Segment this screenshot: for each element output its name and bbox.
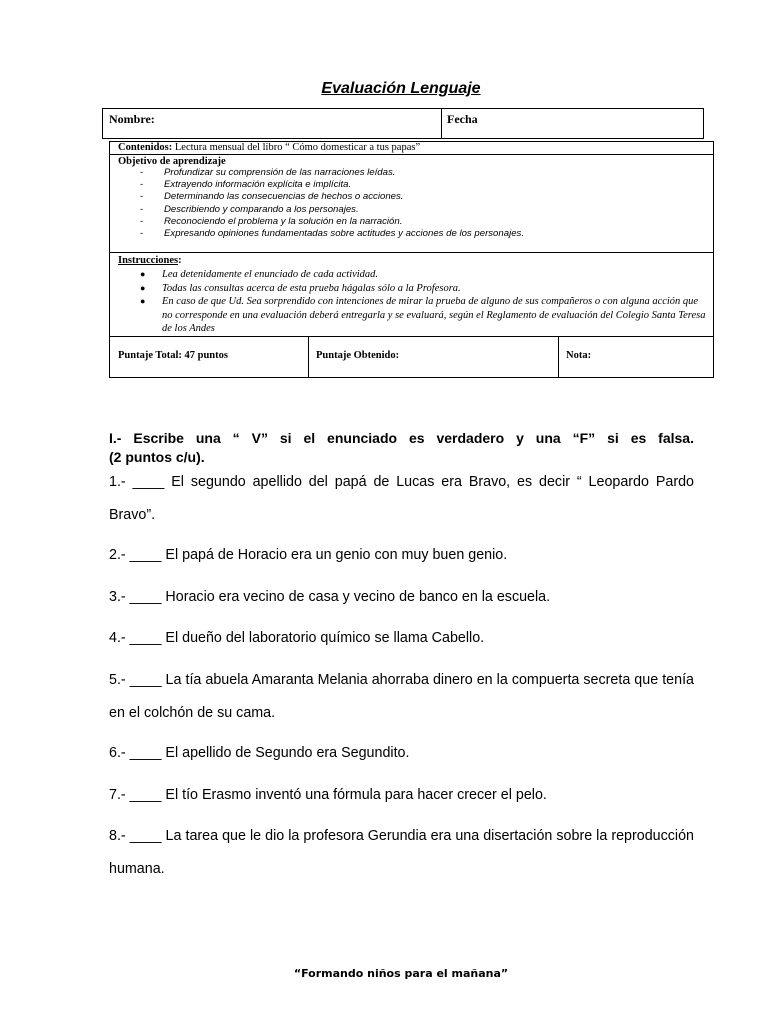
puntaje-obtenido: Puntaje Obtenido: xyxy=(316,350,400,361)
question-item: 7.- ____ El tío Erasmo inventó una fórmula para hacer crecer el pelo. xyxy=(109,787,547,803)
list-item: - Determinando las consecuencias de hechos o acciones. xyxy=(140,191,404,203)
contenidos-text: Lectura mensual del libro “ Cómo domesticar a tus papas” xyxy=(174,142,421,153)
question-item: 5.- ____ La tía abuela Amaranta Melania ahorraba dinero en la compuerta secreta que tenía en el colchón de su cama. xyxy=(109,672,694,721)
objetivo-heading: Objetivo de aprendizaje xyxy=(118,156,226,167)
contenidos-row xyxy=(118,142,420,153)
table-divider xyxy=(110,252,713,253)
section-heading: I.- Escribe una “ V” si el enunciado es verdadero y una “F” si es falsa. xyxy=(109,430,694,446)
score-divider xyxy=(308,336,309,377)
list-item: ● Lea detenidamente el enunciado de cada actividad. xyxy=(140,269,379,280)
instrucciones-heading: Instrucciones: xyxy=(118,255,182,266)
objetivo-list xyxy=(140,167,524,240)
list-item: ● Todas las consultas acerca de esta prueba hágalas sólo a la Profesora. xyxy=(140,282,461,294)
question-item: 4.- ____ El dueño del laboratorio químico se llama Cabello. xyxy=(109,630,485,646)
name-box-divider xyxy=(441,109,442,138)
list-item: ● En caso de que Ud. Sea sorprendido con intenciones de mirar la prueba de alguno de sus compañeros o con alguna acción que no corresponde en una evaluación deberá entregarla y se evaluará, según el Reglamento de evaluación del Colegio Santa Teresa de los Andes xyxy=(140,296,706,334)
instrucciones-list xyxy=(136,268,706,336)
page-title: Evaluación Lenguaje xyxy=(321,80,481,97)
fecha-label: Fecha xyxy=(447,112,478,126)
student-info-box xyxy=(102,108,704,139)
evaluation-info-table xyxy=(109,141,714,378)
question-item: 2.- ____ El papá de Horacio era un genio con muy buen genio. xyxy=(109,547,508,563)
question-item: 1.- ____ El segundo apellido del papá de Lucas era Bravo, es decir “ Leopardo Pardo Bravo”. xyxy=(109,474,694,523)
question-item: 3.- ____ Horacio era vecino de casa y vecino de banco en la escuela. xyxy=(109,589,551,605)
list-item: - Extrayendo información explícita e implícita. xyxy=(140,179,352,191)
nombre-label: Nombre: xyxy=(109,112,155,126)
list-item: - Profundizar su comprensión de las narraciones leídas. xyxy=(140,167,396,178)
list-item: - Describiendo y comparando a los personajes. xyxy=(140,203,359,215)
question-item: 8.- ____ La tarea que le dio la profesora Gerundia era una disertación sobre la reproducción humana. xyxy=(109,828,694,877)
list-item: - Expresando opiniones fundamentadas sobre actitudes y acciones de los personajes. xyxy=(140,228,524,240)
score-divider xyxy=(558,336,559,377)
contenidos-label: Contenidos: xyxy=(118,142,173,153)
question-item: 6.- ____ El apellido de Segundo era Segundito. xyxy=(109,745,410,761)
list-item: - Reconociendo el problema y la solución en la narración. xyxy=(140,215,403,227)
table-divider xyxy=(110,154,713,155)
score-row xyxy=(110,336,713,377)
section-points: (2 puntos c/u). xyxy=(109,449,205,465)
nota-label: Nota: xyxy=(566,350,592,361)
footer-motto: “Formando niños para el mañana” xyxy=(293,967,509,980)
puntaje-total: Puntaje Total: 47 puntos xyxy=(118,350,228,361)
